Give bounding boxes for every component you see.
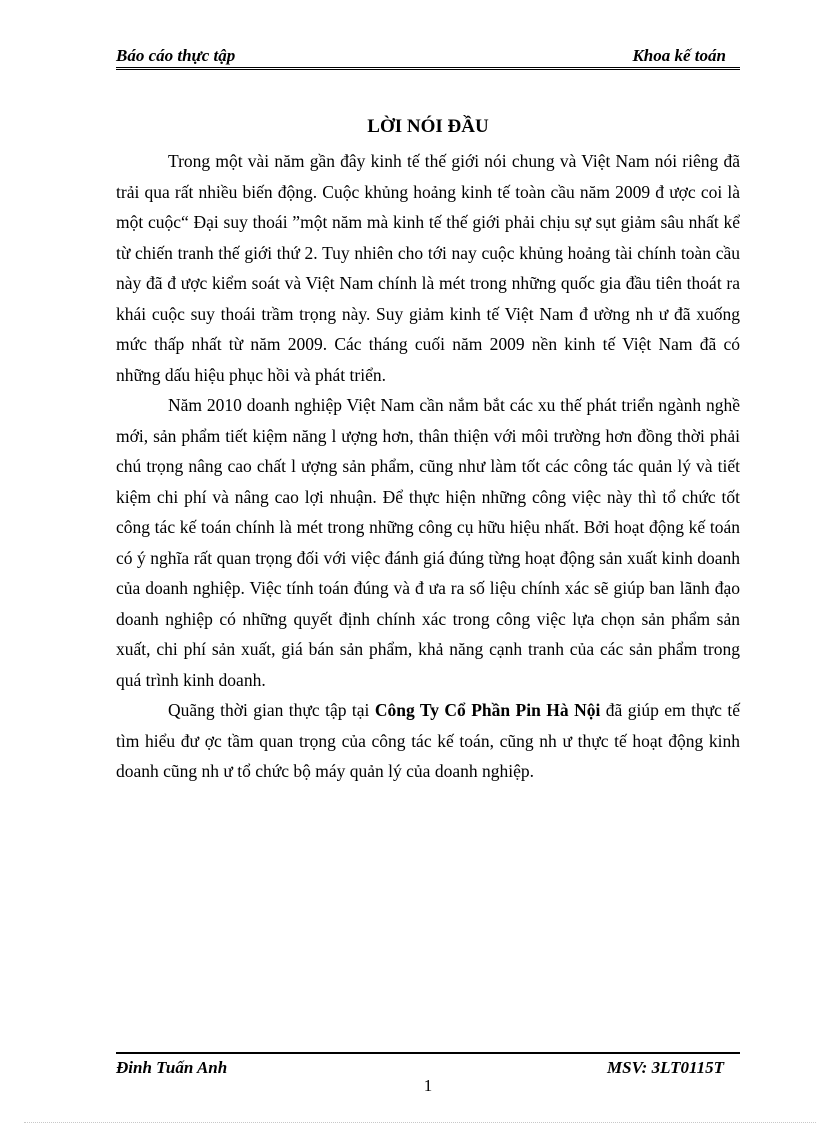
- footer-author: Đinh Tuấn Anh: [116, 1058, 228, 1077]
- document-body: [116, 146, 740, 787]
- page-header: [116, 46, 740, 68]
- header-department: Khoa kế toán: [632, 46, 726, 65]
- paragraph-3-rest: đã giúp em thực tế tìm hiểu đư ợc tầm quan trọng của công tác kế toán, cũng nh ư thực tế hoạt động kinh doanh cũng nh ư tổ chức bộ máy quản lý của doanh nghiệp.: [116, 700, 740, 781]
- header-report-title: Báo cáo thực tập: [116, 46, 236, 65]
- page-title: LỜI NÓI ĐẦU: [367, 116, 489, 137]
- paragraph-3-intro: Quãng thời gian thực tập tại: [168, 700, 375, 720]
- paragraph-3: [116, 695, 740, 787]
- paragraph-1: Trong một vài năm gần đây kinh tế thế giới nói chung và Việt Nam nói riêng đã trải qua rất nhiều biến động. Cuộc khủng hoảng kinh tế toàn cầu năm 2009 đ ược coi là một cuộc“ Đại suy thoái ”một năm mà kinh tế thế giới phải chịu sự sụt giảm sâu nhất kể từ chiến tranh thế giới thứ 2. Tuy nhiên cho tới nay cuộc khủng hoảng tài chính toàn cầu này đã đ ược kiểm soát và Việt Nam chính là mét trong những quốc gia đầu tiên thoát ra khái cuộc suy thoái trầm trọng này. Suy giảm kinh tế Việt Nam đ ường nh ư đã xuống mức thấp nhất từ năm 2009. Các tháng cuối năm 2009 nền kinh tế Việt Nam đã có những dấu hiệu phục hồi và phát triển.: [116, 151, 740, 385]
- footer-student-id: MSV: 3LT0115T: [607, 1058, 724, 1077]
- page-number: 1: [423, 1076, 433, 1095]
- footer-divider: [116, 1052, 740, 1054]
- paragraph-2: Năm 2010 doanh nghiệp Việt Nam cần nắm bắt các xu thế phát triển ngành nghề mới, sản phẩm tiết kiệm năng l ượng hơn, thân thiện với môi trường hơn đồng thời phải chú trọng nâng cao chất l ượng sản phẩm, cũng như làm tốt các công tác quản lý và tiết kiệm chi phí và nâng cao lợi nhuận. Để thực hiện những công việc này thì tổ chức tốt công tác kế toán chính là mét trong những công cụ hữu hiệu nhất. Bởi hoạt động kế toán có ý nghĩa rất quan trọng đối với việc đánh giá đúng từng hoạt động sản xuất kinh doanh của doanh nghiệp. Việc tính toán đúng và đ ưa ra số liệu chính xác sẽ giúp ban lãnh đạo doanh nghiệp có những quyết định chính xác trong công việc lựa chọn sản phẩm sản xuất, chi phí sản xuất, giá bán sản phẩm, khả năng cạnh tranh của các sản phẩm trong quá trình kinh doanh.: [116, 395, 740, 690]
- company-name: Công Ty Cổ Phần Pin Hà Nội: [374, 700, 601, 720]
- header-divider: [116, 67, 740, 70]
